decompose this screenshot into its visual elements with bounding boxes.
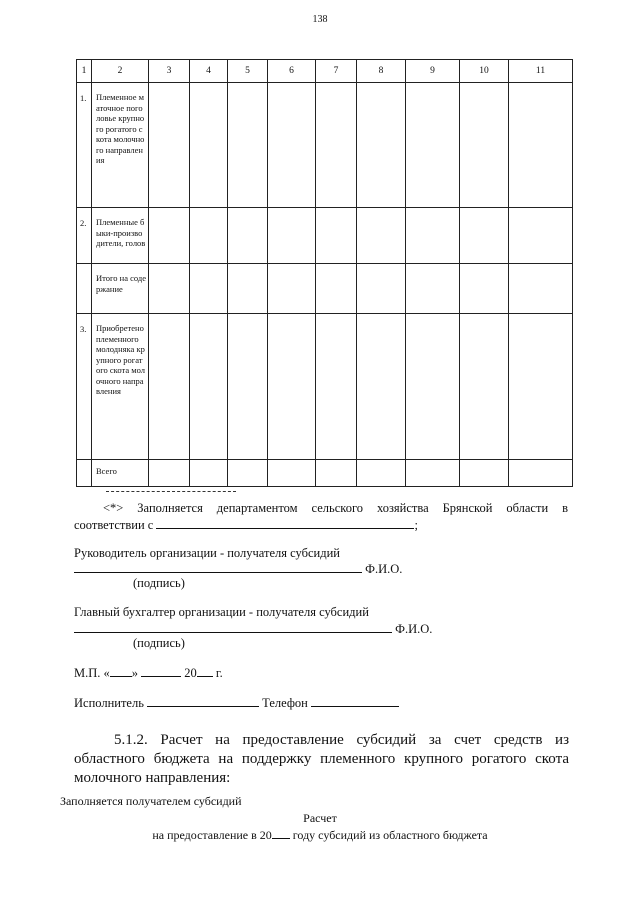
footnote-line2 [74, 517, 418, 533]
calc-subtitle-suffix: году субсидий из областного бюджета [292, 828, 488, 842]
table-row [77, 83, 573, 208]
data-cell[interactable] [149, 208, 190, 264]
col-header: 8 [357, 60, 406, 83]
data-cell[interactable] [357, 264, 406, 314]
executor-label: Исполнитель [74, 696, 144, 710]
section-line3: молочного направления: [74, 770, 231, 786]
table-row [77, 208, 573, 264]
head-title: Руководитель организации - получателя субсидий [74, 546, 340, 560]
data-cell[interactable] [460, 208, 509, 264]
table-row [77, 460, 573, 487]
page-number: 138 [312, 14, 328, 25]
col-header: 7 [316, 60, 357, 83]
data-cell[interactable] [406, 83, 460, 208]
data-cell[interactable] [268, 264, 316, 314]
row-label: Итого на содержание [92, 264, 149, 314]
data-cell[interactable] [509, 208, 573, 264]
calc-title: Расчет [303, 811, 337, 825]
col-header: 2 [92, 60, 149, 83]
data-cell[interactable] [316, 208, 357, 264]
accountant-fio: Ф.И.О. [395, 622, 433, 636]
table-row [77, 314, 573, 460]
footnote-blank[interactable] [156, 517, 414, 529]
footnote-separator [106, 491, 236, 492]
data-cell[interactable] [149, 83, 190, 208]
data-cell[interactable] [149, 314, 190, 460]
data-cell[interactable] [228, 460, 268, 487]
data-cell[interactable] [316, 264, 357, 314]
table-header-row [77, 60, 573, 83]
head-signature-blank[interactable] [74, 561, 362, 573]
col-header: 10 [460, 60, 509, 83]
calc-subtitle [0, 827, 640, 843]
head-fio: Ф.И.О. [365, 562, 403, 576]
data-cell[interactable] [357, 208, 406, 264]
data-cell[interactable] [509, 83, 573, 208]
data-cell[interactable] [228, 83, 268, 208]
accountant-signature-line [74, 621, 432, 637]
footnote-prefix: соответствии с [74, 518, 154, 532]
calc-year-blank[interactable] [272, 827, 290, 839]
data-cell[interactable] [357, 83, 406, 208]
data-cell[interactable] [509, 314, 573, 460]
data-cell[interactable] [357, 460, 406, 487]
footnote-suffix: ; [414, 518, 418, 532]
data-cell[interactable] [316, 460, 357, 487]
col-header: 9 [406, 60, 460, 83]
data-cell[interactable] [149, 264, 190, 314]
col-header: 5 [228, 60, 268, 83]
data-cell[interactable] [228, 208, 268, 264]
accountant-signature-caption: (подпись) [133, 636, 185, 650]
stamp-month-blank[interactable] [141, 665, 181, 677]
data-cell[interactable] [406, 208, 460, 264]
data-cell[interactable] [406, 264, 460, 314]
col-header: 3 [149, 60, 190, 83]
executor-line [74, 695, 399, 711]
row-number: 3. [77, 314, 92, 460]
data-cell[interactable] [460, 264, 509, 314]
data-cell[interactable] [460, 83, 509, 208]
data-cell[interactable] [268, 208, 316, 264]
data-cell[interactable] [228, 314, 268, 460]
data-cell[interactable] [406, 314, 460, 460]
row-label: Приобретено племенного молодняка крупного рогатого скота молочного направления [92, 314, 149, 460]
stamp-mp: М.П. « [74, 666, 110, 680]
stamp-line [74, 665, 223, 681]
data-cell[interactable] [509, 264, 573, 314]
row-label: Всего [92, 460, 149, 487]
section-line1: 5.1.2. Расчет на предоставление субсидий за счет средств из [114, 732, 569, 748]
col-header: 1 [77, 60, 92, 83]
footnote-line1: <*> Заполняется департаментом сельского хозяйства Брянской области в [103, 501, 568, 515]
accountant-signature-blank[interactable] [74, 621, 392, 633]
row-number [77, 460, 92, 487]
data-cell[interactable] [460, 460, 509, 487]
data-cell[interactable] [268, 83, 316, 208]
phone-label: Телефон [262, 696, 308, 710]
stamp-year-prefix: 20 [184, 666, 197, 680]
data-cell[interactable] [190, 83, 228, 208]
row-number: 2. [77, 208, 92, 264]
col-header: 4 [190, 60, 228, 83]
section-line2: областного бюджета на поддержку племенного крупного рогатого скота [74, 751, 569, 767]
col-header: 6 [268, 60, 316, 83]
data-cell[interactable] [316, 314, 357, 460]
data-cell[interactable] [316, 83, 357, 208]
data-cell[interactable] [190, 208, 228, 264]
data-cell[interactable] [509, 460, 573, 487]
data-cell[interactable] [406, 460, 460, 487]
data-cell[interactable] [190, 264, 228, 314]
accountant-title: Главный бухгалтер организации - получателя субсидий [74, 605, 369, 619]
row-label: Племенные быки-производители, голов [92, 208, 149, 264]
data-cell[interactable] [228, 264, 268, 314]
subsidy-table [76, 59, 573, 487]
executor-blank[interactable] [147, 695, 259, 707]
data-cell[interactable] [190, 460, 228, 487]
data-cell[interactable] [268, 460, 316, 487]
stamp-year-blank[interactable] [197, 665, 213, 677]
data-cell[interactable] [190, 314, 228, 460]
data-cell[interactable] [460, 314, 509, 460]
head-signature-caption: (подпись) [133, 576, 185, 590]
phone-blank[interactable] [311, 695, 399, 707]
row-label: Племенное маточное поголовье крупного рогатого скота молочного направления [92, 83, 149, 208]
stamp-day-blank[interactable] [110, 665, 132, 677]
row-number [77, 264, 92, 314]
row-number: 1. [77, 83, 92, 208]
calc-subtitle-prefix: на предоставление в 20 [152, 828, 272, 842]
data-cell[interactable] [149, 460, 190, 487]
stamp-year-suffix: г. [215, 666, 223, 680]
col-header: 11 [509, 60, 573, 83]
data-cell[interactable] [357, 314, 406, 460]
data-cell[interactable] [268, 314, 316, 460]
table-row [77, 264, 573, 314]
filled-by-note: Заполняется получателем субсидий [60, 794, 242, 808]
head-signature-line [74, 561, 402, 577]
stamp-close-quote: » [131, 666, 139, 680]
